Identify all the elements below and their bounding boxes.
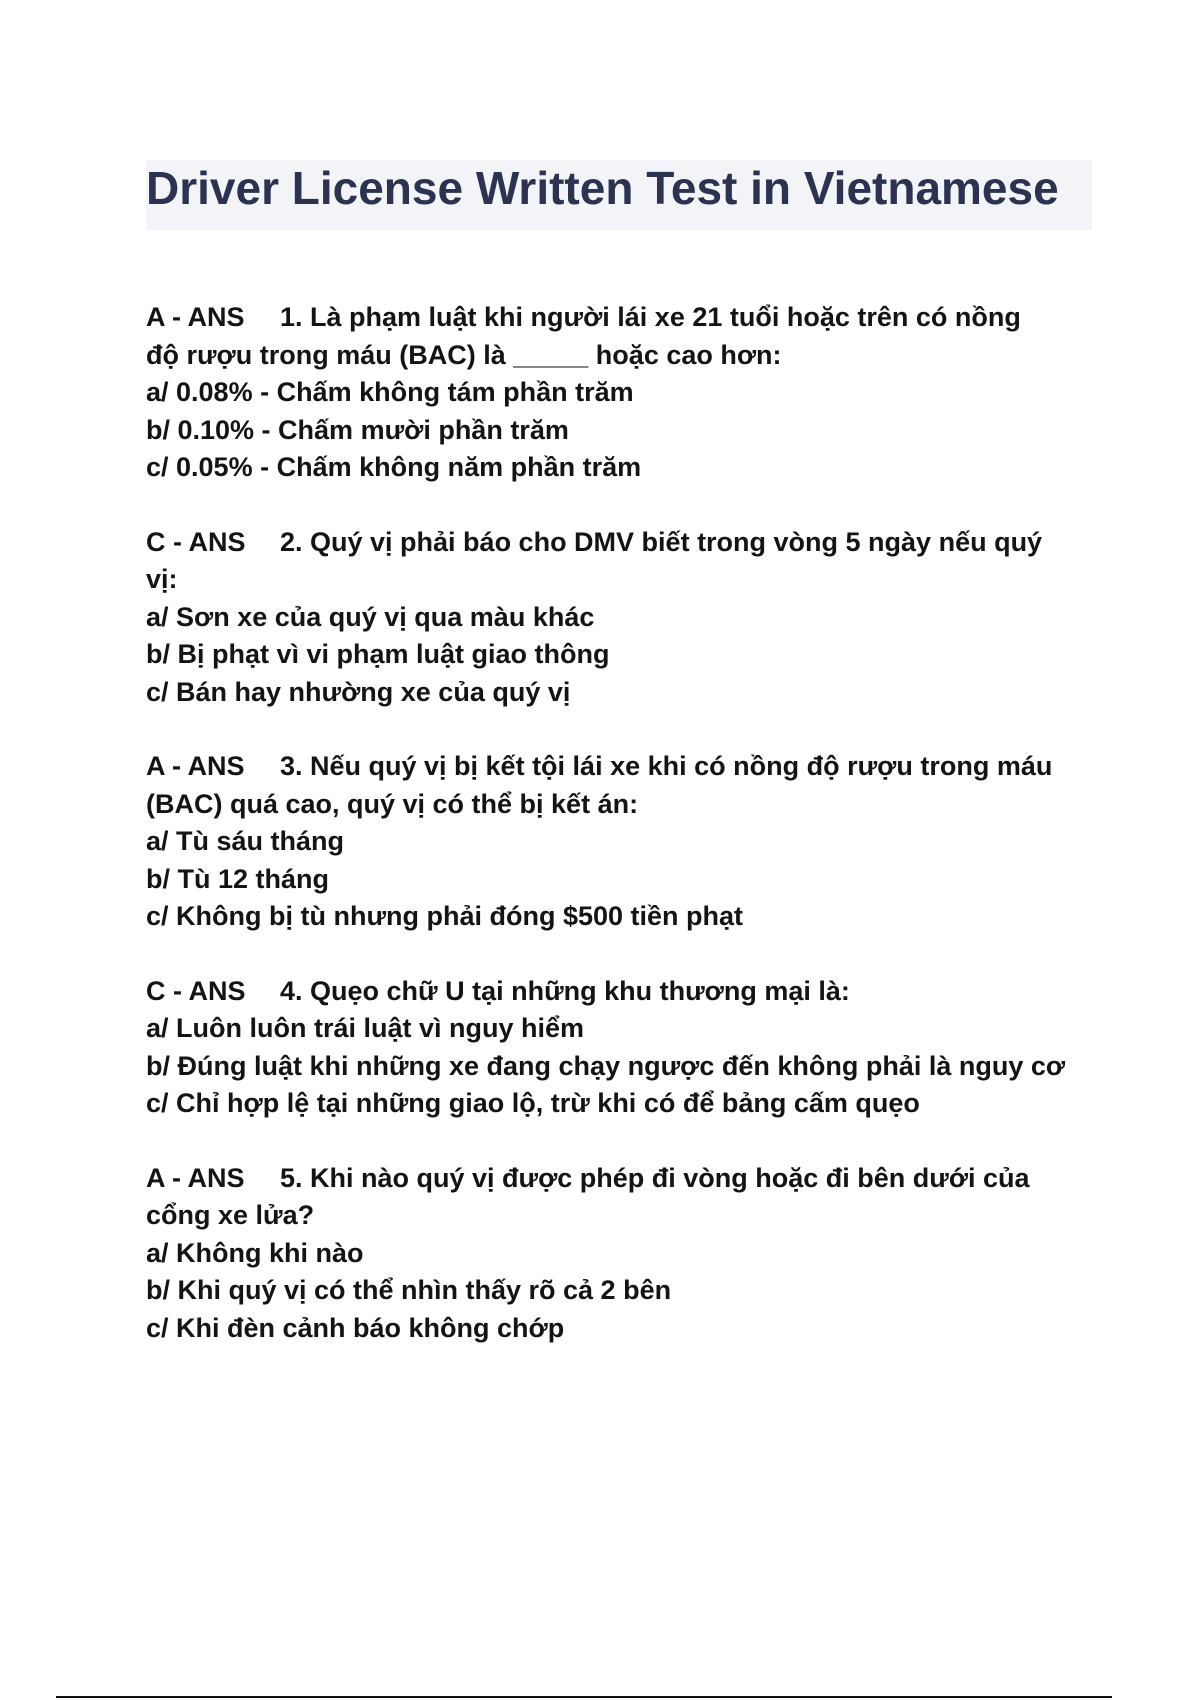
question-5-line-2: cổng xe lửa? <box>146 1200 315 1230</box>
question-4-text <box>146 973 1096 1011</box>
question-block-2 <box>146 524 1096 712</box>
option-c: c/ Bán hay nhường xe của quý vị <box>146 676 571 707</box>
option-c: c/ Khi đèn cảnh báo không chớp <box>146 1312 565 1343</box>
question-1-text <box>146 299 1096 337</box>
question-5-line-1: 5. Khi nào quý vị được phép đi vòng hoặc đi bên dưới của <box>280 1162 1030 1193</box>
option-a: a/ Không khi nào <box>146 1237 364 1268</box>
option-b: b/ Đúng luật khi những xe đang chạy ngược đến không phải là nguy cơ <box>146 1050 1066 1081</box>
answer-tag: A - ANS <box>146 302 245 332</box>
answer-tag: A - ANS <box>146 751 245 781</box>
question-2-line-2: vị: <box>146 564 178 594</box>
option-b: b/ Khi quý vị có thể nhìn thấy rõ cả 2 bên <box>146 1275 672 1305</box>
answer-tag: A - ANS <box>146 1162 245 1193</box>
question-1-line-2: độ rượu trong máu (BAC) là _____ hoặc cao hơn: <box>146 339 782 370</box>
question-3-line-1: 3. Nếu quý vị bị kết tội lái xe khi có nồng độ rượu trong máu <box>280 751 1053 781</box>
question-4-line-1: 4. Quẹo chữ U tại những khu thương mại là: <box>280 975 850 1006</box>
question-1-line-1: 1. Là phạm luật khi người lái xe 21 tuổi hoặc trên có nồng <box>280 302 1021 332</box>
question-block-3 <box>146 748 1096 936</box>
question-block-5 <box>146 1160 1096 1348</box>
question-2-text <box>146 524 1096 562</box>
question-5-text <box>146 1160 1096 1198</box>
option-a: a/ Sơn xe của quý vị qua màu khác <box>146 601 595 632</box>
option-c: c/ 0.05% - Chấm không năm phần trăm <box>146 452 642 482</box>
option-b: b/ Bị phạt vì vi phạm luật giao thông <box>146 639 610 669</box>
question-block-4 <box>146 973 1096 1123</box>
question-3-text <box>146 748 1096 786</box>
answer-tag: C - ANS <box>146 975 246 1006</box>
question-list <box>146 299 1096 1384</box>
answer-tag: C - ANS <box>146 526 246 557</box>
page-title: Driver License Written Test in Vietnamese <box>146 162 1059 214</box>
option-b: b/ 0.10% - Chấm mười phần trăm <box>146 414 569 445</box>
question-2-line-1: 2. Quý vị phải báo cho DMV biết trong vòng 5 ngày nếu quý <box>280 526 1043 557</box>
option-a: a/ 0.08% - Chấm không tám phần trăm <box>146 377 634 407</box>
option-a: a/ Luôn luôn trái luật vì nguy hiểm <box>146 1013 585 1043</box>
option-a: a/ Tù sáu tháng <box>146 826 345 856</box>
option-c: c/ Chỉ hợp lệ tại những giao lộ, trừ khi có để bảng cấm quẹo <box>146 1088 920 1118</box>
question-3-line-2: (BAC) quá cao, quý vị có thể bị kết án: <box>146 788 639 819</box>
question-block-1 <box>146 299 1096 487</box>
option-b: b/ Tù 12 tháng <box>146 863 330 894</box>
option-c: c/ Không bị tù nhưng phải đóng $500 tiền phạt <box>146 901 744 931</box>
page-divider <box>56 1696 1112 1698</box>
